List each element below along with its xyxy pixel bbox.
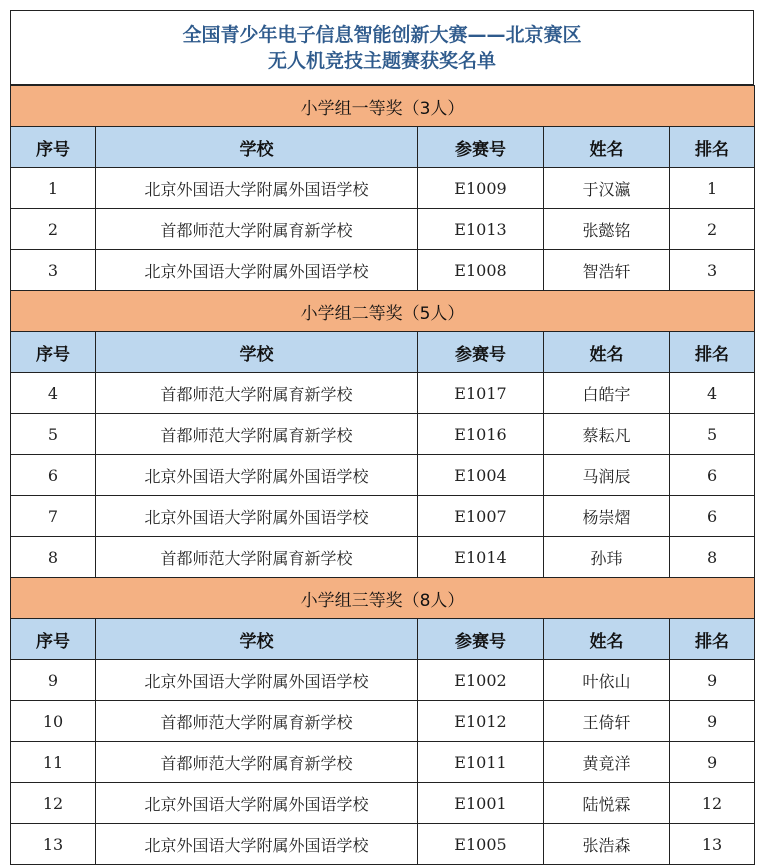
cell-index: 6 <box>11 455 96 496</box>
cell-school: 北京外国语大学附属外国语学校 <box>96 250 418 291</box>
cell-name: 智浩轩 <box>544 250 670 291</box>
column-header-name: 姓名 <box>544 619 670 660</box>
cell-rank: 5 <box>670 414 755 455</box>
column-header-rank: 排名 <box>670 619 755 660</box>
table-row <box>11 414 755 455</box>
table-row <box>11 455 755 496</box>
column-header-entry-number: 参赛号 <box>418 332 544 373</box>
cell-entry-number: E1011 <box>418 742 544 783</box>
column-header-rank: 排名 <box>670 332 755 373</box>
cell-entry-number: E1005 <box>418 824 544 865</box>
cell-index: 10 <box>11 701 96 742</box>
cell-entry-number: E1008 <box>418 250 544 291</box>
cell-index: 13 <box>11 824 96 865</box>
cell-rank: 8 <box>670 537 755 578</box>
cell-index: 1 <box>11 168 96 209</box>
award-group-label: 小学组二等奖（5人） <box>11 291 755 332</box>
cell-rank: 4 <box>670 373 755 414</box>
table-row <box>11 373 755 414</box>
column-header-row <box>11 127 755 168</box>
cell-index: 11 <box>11 742 96 783</box>
column-header-entry-number: 参赛号 <box>418 619 544 660</box>
cell-school: 北京外国语大学附属外国语学校 <box>96 168 418 209</box>
table-row <box>11 168 755 209</box>
column-header-index: 序号 <box>11 127 96 168</box>
table-row <box>11 209 755 250</box>
cell-index: 8 <box>11 537 96 578</box>
cell-rank: 12 <box>670 783 755 824</box>
cell-school: 首都师范大学附属育新学校 <box>96 414 418 455</box>
title-line-1: 全国青少年电子信息智能创新大赛——北京赛区 <box>182 23 582 46</box>
cell-school: 首都师范大学附属育新学校 <box>96 701 418 742</box>
cell-entry-number: E1017 <box>418 373 544 414</box>
award-group-header <box>11 291 755 332</box>
cell-rank: 6 <box>670 455 755 496</box>
cell-index: 7 <box>11 496 96 537</box>
column-header-index: 序号 <box>11 619 96 660</box>
cell-entry-number: E1016 <box>418 414 544 455</box>
cell-name: 陆悦霖 <box>544 783 670 824</box>
cell-name: 白皓宇 <box>544 373 670 414</box>
cell-name: 张浩森 <box>544 824 670 865</box>
cell-index: 3 <box>11 250 96 291</box>
column-header-school: 学校 <box>96 127 418 168</box>
cell-index: 4 <box>11 373 96 414</box>
cell-entry-number: E1009 <box>418 168 544 209</box>
cell-name: 蔡耘凡 <box>544 414 670 455</box>
cell-entry-number: E1012 <box>418 701 544 742</box>
cell-school: 北京外国语大学附属外国语学校 <box>96 455 418 496</box>
award-table <box>10 85 755 865</box>
cell-school: 首都师范大学附属育新学校 <box>96 209 418 250</box>
cell-name: 黄竟洋 <box>544 742 670 783</box>
document-title <box>10 10 754 85</box>
column-header-index: 序号 <box>11 332 96 373</box>
award-group-header <box>11 578 755 619</box>
column-header-name: 姓名 <box>544 332 670 373</box>
cell-school: 北京外国语大学附属外国语学校 <box>96 496 418 537</box>
column-header-entry-number: 参赛号 <box>418 127 544 168</box>
cell-school: 首都师范大学附属育新学校 <box>96 373 418 414</box>
cell-rank: 13 <box>670 824 755 865</box>
cell-index: 5 <box>11 414 96 455</box>
cell-entry-number: E1002 <box>418 660 544 701</box>
award-list-sheet <box>10 10 754 865</box>
cell-index: 12 <box>11 783 96 824</box>
cell-entry-number: E1007 <box>418 496 544 537</box>
cell-entry-number: E1014 <box>418 537 544 578</box>
title-line-2: 无人机竞技主题赛获奖名单 <box>267 49 496 72</box>
cell-entry-number: E1001 <box>418 783 544 824</box>
cell-name: 于汉瀛 <box>544 168 670 209</box>
cell-name: 孙玮 <box>544 537 670 578</box>
award-group-label: 小学组一等奖（3人） <box>11 86 755 127</box>
column-header-row <box>11 332 755 373</box>
table-row <box>11 701 755 742</box>
cell-index: 2 <box>11 209 96 250</box>
cell-rank: 3 <box>670 250 755 291</box>
cell-school: 北京外国语大学附属外国语学校 <box>96 783 418 824</box>
cell-name: 张懿铭 <box>544 209 670 250</box>
cell-rank: 9 <box>670 701 755 742</box>
cell-name: 马润辰 <box>544 455 670 496</box>
column-header-rank: 排名 <box>670 127 755 168</box>
cell-rank: 6 <box>670 496 755 537</box>
column-header-name: 姓名 <box>544 127 670 168</box>
cell-rank: 9 <box>670 660 755 701</box>
table-row <box>11 537 755 578</box>
column-header-school: 学校 <box>96 332 418 373</box>
award-group-header <box>11 86 755 127</box>
cell-name: 杨崇熠 <box>544 496 670 537</box>
table-row <box>11 660 755 701</box>
table-row <box>11 496 755 537</box>
cell-rank: 9 <box>670 742 755 783</box>
cell-rank: 2 <box>670 209 755 250</box>
table-row <box>11 824 755 865</box>
cell-school: 北京外国语大学附属外国语学校 <box>96 824 418 865</box>
column-header-row <box>11 619 755 660</box>
cell-name: 王倚轩 <box>544 701 670 742</box>
cell-school: 北京外国语大学附属外国语学校 <box>96 660 418 701</box>
cell-entry-number: E1004 <box>418 455 544 496</box>
column-header-school: 学校 <box>96 619 418 660</box>
table-row <box>11 783 755 824</box>
table-row <box>11 250 755 291</box>
cell-index: 9 <box>11 660 96 701</box>
cell-school: 首都师范大学附属育新学校 <box>96 742 418 783</box>
cell-entry-number: E1013 <box>418 209 544 250</box>
cell-school: 首都师范大学附属育新学校 <box>96 537 418 578</box>
table-row <box>11 742 755 783</box>
award-group-label: 小学组三等奖（8人） <box>11 578 755 619</box>
cell-name: 叶依山 <box>544 660 670 701</box>
cell-rank: 1 <box>670 168 755 209</box>
